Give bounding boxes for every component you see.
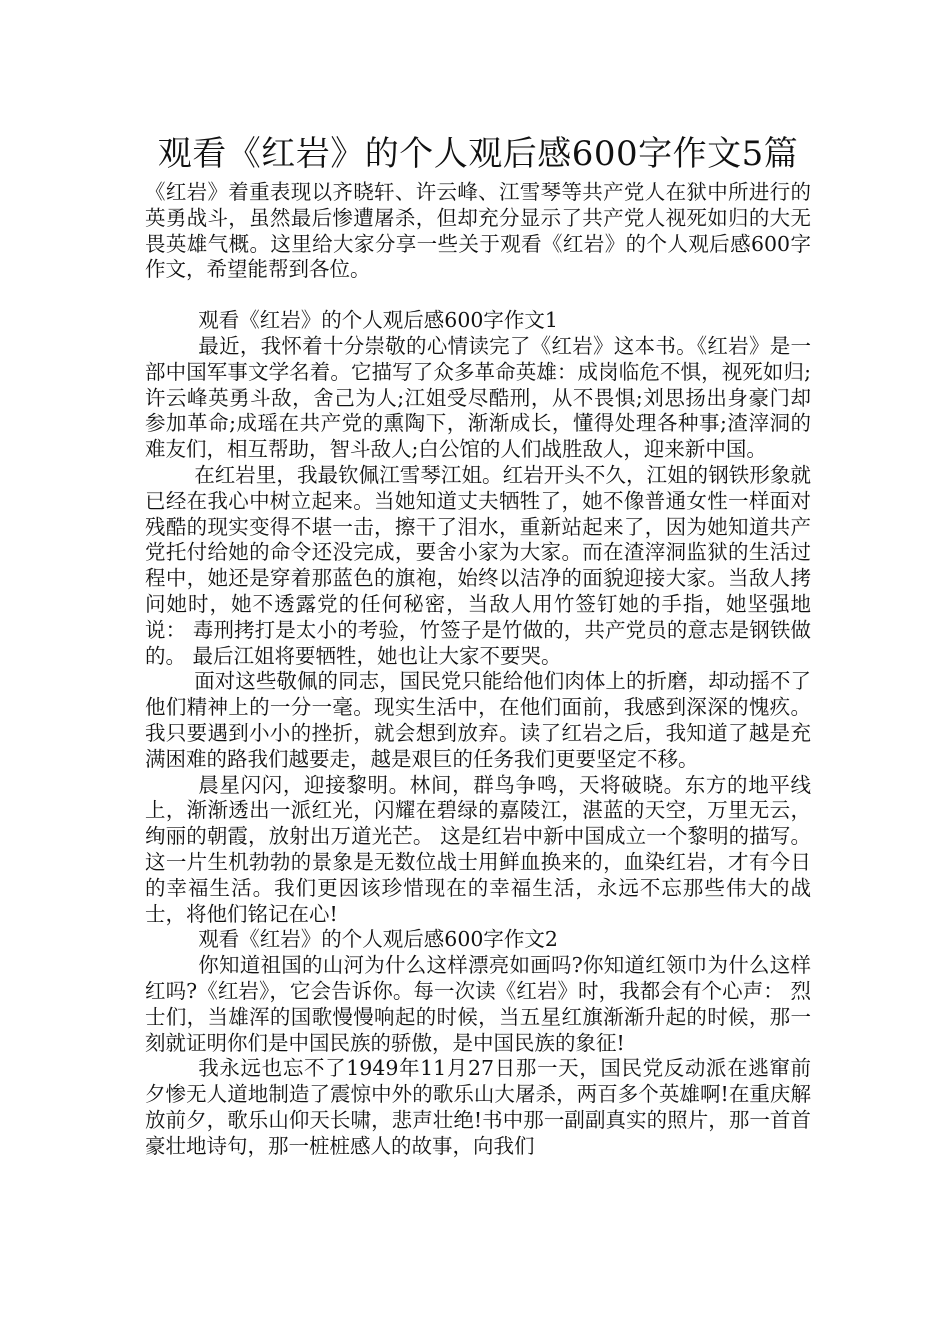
- section-1-paragraph-1: 最近，我怀着十分崇敬的心情读完了《红岩》这本书。《红岩》是一部中国军事文学名着。它描写了众多革命英雄：成岗临危不惧，视死如归;许云峰英勇斗敌，舍己为人;江姐受尽酷刑，从不畏惧;刘思扬出身豪门却参加革命;成瑶在共产党的熏陶下，渐渐成长，懂得处理各种事;渣滓洞的难友们，相互帮助，智斗敌人;白公馆的人们战胜敌人，迎来新中国。: [145, 333, 811, 462]
- section-2-heading: 观看《红岩》的个人观后感600字作文2: [198, 927, 558, 952]
- section-1-paragraph-3: 面对这些敬佩的同志，国民党只能给他们肉体上的折磨，却动摇不了他们精神上的一分一毫。现实生活中，在他们面前，我感到深深的愧疚。我只要遇到小小的挫折，就会想到放弃。读了红岩之后，我知道了越是充满困难的路我们越要走，越是艰巨的任务我们更要坚定不移。: [145, 669, 811, 771]
- section-1-paragraph-4: 晨星闪闪，迎接黎明。林间，群鸟争鸣，天将破晓。东方的地平线上，渐渐透出一派红光，闪耀在碧绿的嘉陵江，湛蓝的天空，万里无云，绚丽的朝霞，放射出万道光芒。 这是红岩中新中国成立一个黎明的描写。这一片生机勃勃的景象是无数位战士用鲜血换来的，血染红岩，才有今日的幸福生活。我们更因该珍惜现在的幸福生活，永远不忘那些伟大的战士，将他们铭记在心!: [145, 772, 811, 926]
- section-1-paragraph-2: 在红岩里，我最钦佩江雪琴江姐。红岩开头不久，江姐的钢铁形象就已经在我心中树立起来。当她知道丈夫牺牲了，她不像普通女性一样面对残酷的现实变得不堪一击，擦干了泪水，重新站起来了，因为她知道共产党托付给她的命令还没完成，要舍小家为大家。而在渣滓洞监狱的生活过程中，她还是穿着那蓝色的旗袍，始终以洁净的面貌迎接大家。当敌人拷问她时，她不透露党的任何秘密，当敌人用竹签钉她的手指，她坚强地说： 毒刑拷打是太小的考验，竹签子是竹做的，共产党员的意志是钢铁做的。 最后江姐将要牺牲，她也让大家不要哭。: [145, 462, 811, 668]
- intro-paragraph: 《红岩》着重表现以齐晓轩、许云峰、江雪琴等共产党人在狱中所进行的英勇战斗，虽然最后惨遭屠杀，但却充分显示了共产党人视死如归的大无畏英雄气概。这里给大家分享一些关于观看《红岩》的个人观后感600字作文，希望能帮到各位。: [145, 180, 811, 282]
- document-title: 观看《红岩》的个人观后感600字作文5篇: [157, 134, 799, 174]
- section-1-heading: 观看《红岩》的个人观后感600字作文1: [198, 308, 558, 333]
- section-2-paragraph-1: 你知道祖国的山河为什么这样漂亮如画吗?你知道红领巾为什么这样红吗?《红岩》，它会告诉你。每一次读《红岩》时，我都会有个心声： 烈士们，当雄浑的国歌慢慢响起的时候，当五星红旗渐渐升起的时候，那一刻就证明你们是中国民族的骄傲，是中国民族的象征!: [145, 953, 811, 1055]
- section-2-paragraph-2: 我永远也忘不了1949年11月27日那一天，国民党反动派在逃窜前夕惨无人道地制造了震惊中外的歌乐山大屠杀，两百多个英雄啊!在重庆解放前夕，歌乐山仰天长啸，悲声壮绝!书中那一副副真实的照片，那一首首豪壮地诗句，那一桩桩感人的故事，向我们: [145, 1056, 811, 1158]
- document-page: [145, 128, 811, 1159]
